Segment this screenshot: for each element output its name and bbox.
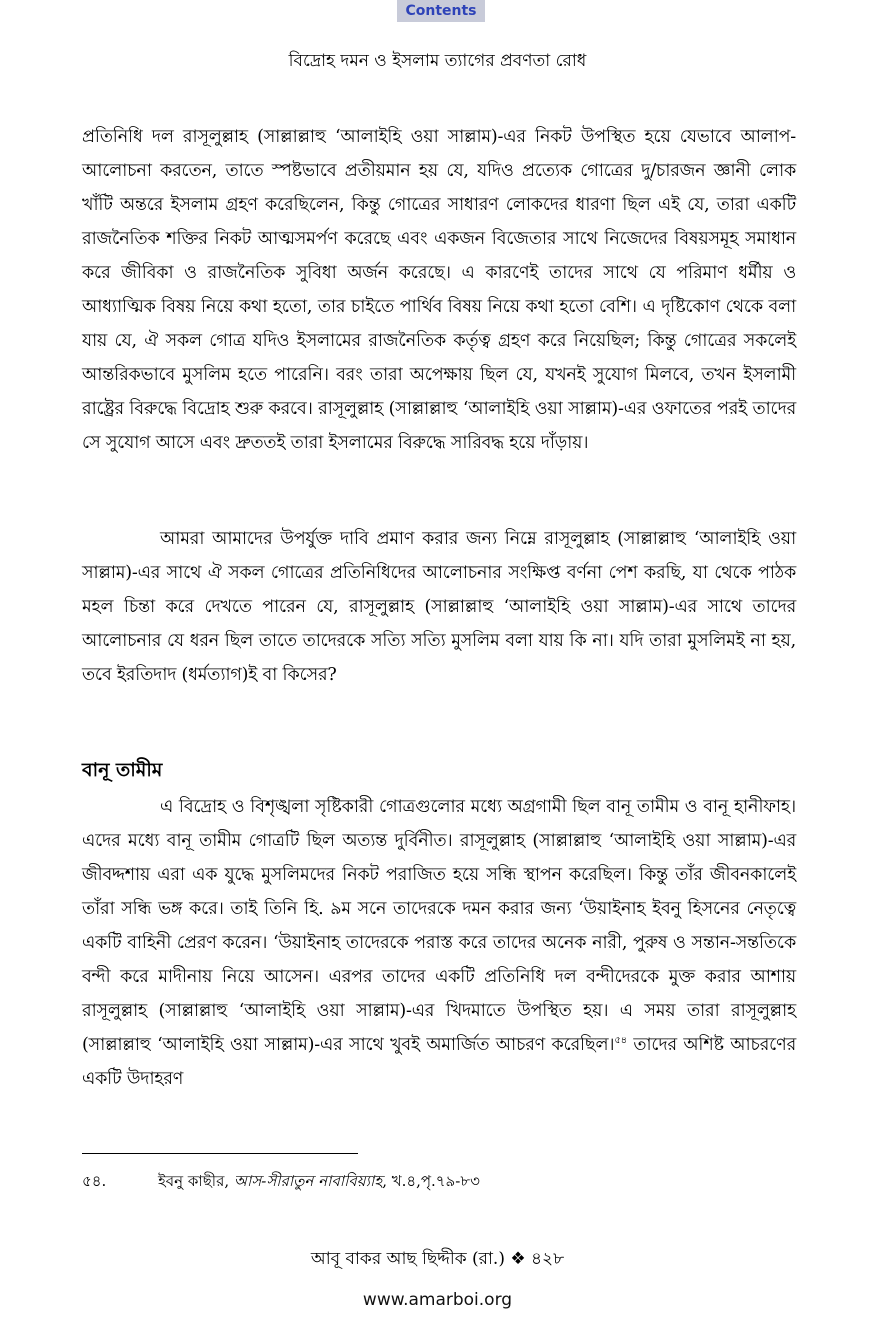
footer-book-title: আবূ বাকর আছ ছিদ্দীক (রা.)	[310, 1249, 505, 1269]
footnote-marker[interactable]: ৫৪	[614, 1035, 627, 1047]
website-link[interactable]: www.amarboi.org	[362, 1290, 513, 1310]
paragraph-2: আমরা আমাদের উপর্যুক্ত দাবি প্রমাণ করার জন্য নিম্নে রাসূলুল্লাহ (সাল্লাল্লাহু ‘আলাইহি ওয়া সাল্লাম)-এর সাথে ঐ সকল গোত্রের প্রতিনিধিদের আলোচনার সংক্ষিপ্ত বর্ণনা পেশ করছি, যা থেকে পাঠক মহল চিন্তা করে দেখতে পারেন যে, রাসূলুল্লাহ (সাল্লাল্লাহু ‘আলাইহি ওয়া সাল্লাম)-এর সাথে তাদের আলোচনার যে ধরন ছিল তাতে তাদেরকে সত্যি সত্যি মুসলিম বলা যায় কি না। যদি তারা মুসলিমই না হয়, তবে ইরতিদাদ (ধর্মত্যাগ)ই বা কিসের?	[82, 529, 796, 685]
footnote-book-title: আস-সীরাতুন নাবাবিয়্যাহ	[233, 1172, 383, 1190]
running-header: বিদ্রোহ দমন ও ইসলাম ত্যাগের প্রবণতা রোধ	[288, 51, 587, 71]
paragraph-3-tail: তাদের অশিষ্ট আচরণের একটি উদাহরণ	[82, 1035, 796, 1089]
footnote-reference: , খ.৪,পৃ.৭৯-৮৩	[382, 1172, 480, 1190]
section-title: বানূ তামীম	[82, 759, 163, 781]
contents-button[interactable]: Contents	[397, 0, 485, 22]
paragraph-3	[82, 790, 796, 1096]
paragraph-1: প্রতিনিধি দল রাসূলুল্লাহ (সাল্লাল্লাহু ‘আলাইহি ওয়া সাল্লাম)-এর নিকট উপস্থিত হয়ে যেভাবে আলাপ-আলোচনা করতেন, তাতে স্পষ্টভাবে প্রতীয়মান হয় যে, যদিও প্রত্যেক গোত্রের দু/চারজন জ্ঞানী লোক খাঁটি অন্তরে ইসলাম গ্রহণ করেছিলেন, কিন্তু গোত্রের সাধারণ লোকদের ধারণা ছিল এই যে, তারা একটি রাজনৈতিক শক্তির নিকট আত্মসমর্পণ করেছে এবং একজন বিজেতার সাথে নিজেদের বিষয়সমূহ সমাধান করে জীবিকা ও রাজনৈতিক সুবিধা অর্জন করেছে। এ কারণেই তাদের সাথে যে পরিমাণ ধর্মীয় ও আধ্যাত্মিক বিষয় নিয়ে কথা হতো, তার চাইতে পার্থিব বিষয় নিয়ে কথা হতো বেশি। এ দৃষ্টিকোণ থেকে বলা যায় যে, ঐ সকল গোত্র যদিও ইসলামের রাজনৈতিক কর্তৃত্ব গ্রহণ করে নিয়েছিল; কিন্তু গোত্রের সকলেই আন্তরিকভাবে মুসলিম হতে পারেনি। বরং তারা অপেক্ষায় ছিল যে, যখনই সুযোগ মিলবে, তখন ইসলামী রাষ্ট্রের বিরুদ্ধে বিদ্রোহ শুরু করবে। রাসূলুল্লাহ (সাল্লাল্লাহু ‘আলাইহি ওয়া সাল্লাম)-এর ওফাতের পরই তাদের সে সুযোগ আসে এবং দ্রুততই তারা ইসলামের বিরুদ্ধে সারিবদ্ধ হয়ে দাঁড়ায়।	[82, 127, 796, 453]
page-footer	[0, 1246, 875, 1274]
footnote-author: ইবনু কাছীর,	[158, 1172, 234, 1190]
footnote-number: ৫৪.	[82, 1172, 107, 1190]
paragraph-3-text: এ বিদ্রোহ ও বিশৃঙ্খলা সৃষ্টিকারী গোত্রগুলোর মধ্যে অগ্রগামী ছিল বানূ তামীম ও বানূ হানীফাহ। এদের মধ্যে বানূ তামীম গোত্রটি ছিল অত্যন্ত দুর্বিনীত। রাসূলুল্লাহ (সাল্লাল্লাহু ‘আলাইহি ওয়া সাল্লাম)-এর জীবদ্দশায় এরা এক যুদ্ধে মুসলিমদের নিকট পরাজিত হয়ে সন্ধি স্থাপন করেছিল। কিন্তু তাঁর জীবনকালেই তাঁরা সন্ধি ভঙ্গ করে। তাই তিনি হি. ৯ম সনে তাদেরকে দমন করার জন্য ‘উয়াইনাহ ইবনু হিসনের নেতৃত্বে একটি বাহিনী প্রেরণ করেন। ‘উয়াইনাহ তাদেরকে পরাস্ত করে তাদের অনেক নারী, পুরুষ ও সন্তান-সন্ততিকে বন্দী করে মাদীনায় নিয়ে আসেন। এরপর তাদের একটি প্রতিনিধি দল বন্দীদেরকে মুক্ত করার আশায় রাসূলুল্লাহ (সাল্লাল্লাহু ‘আলাইহি ওয়া সাল্লাম)-এর খিদমাতে উপস্থিত হয়। এ সময় তারা রাসূলুল্লাহ (সাল্লাল্লাহু ‘আলাইহি ওয়া সাল্লাম)-এর সাথে খুবই অমার্জিত আচরণ করেছিল।	[82, 797, 796, 1055]
footer-separator: ❖	[504, 1249, 532, 1269]
footnote	[82, 1170, 796, 1195]
page-number: ৪২৮	[531, 1249, 565, 1269]
footnote-divider	[82, 1153, 358, 1154]
